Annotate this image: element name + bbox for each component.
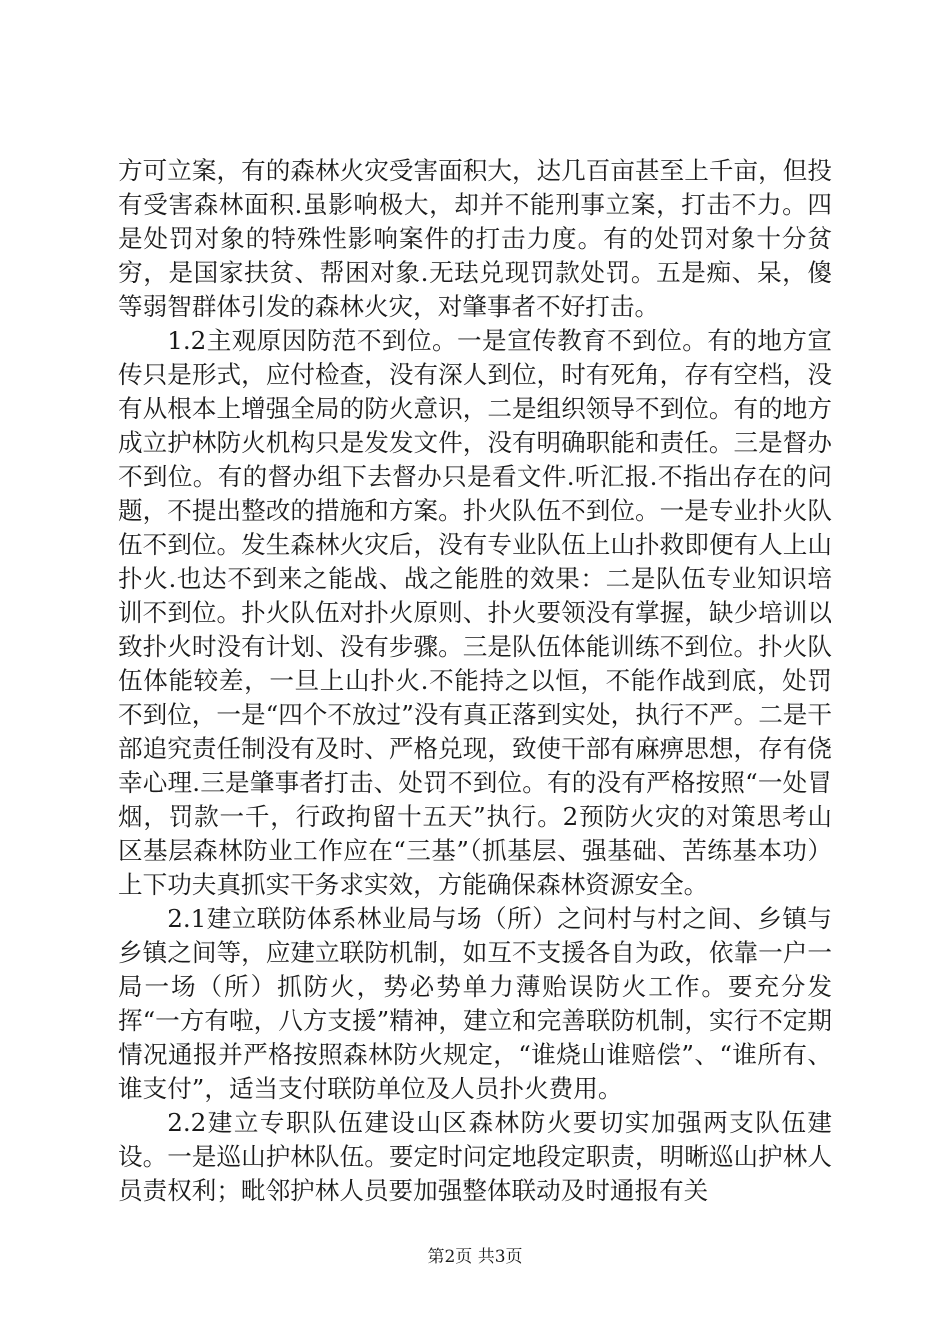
paragraph-2: 1.2主观原因防范不到位。一是宣传教育不到位。有的地方宣传只是形式，应付检查，没有深人到位，时有死角，存有空档，没有从根本上增强全局的防火意识，二是组织领导不到位。有的地方成立护林防火机构只是发发文件，没有明确职能和责任。三是督办不到位。有的督办组下去督办只是看文件.听汇报.不指出存在的问题，不提出整改的措施和方案。扑火队伍不到位。一是专业扑火队伍不到位。发生森林火灾后，没有专业队伍上山扑救即便有人上山扑火.也达不到来之能战、战之能胜的效果：二是队伍专业知识培训不到位。扑火队伍对扑火原则、扑火要领没有掌握，缺少培训以致扑火时没有计划、没有步骤。三是队伍体能训练不到位。扑火队伍体能较差，一旦上山扑火.不能持之以恒，不能作战到底，处罚不到位，一是“四个不放过”没有真正落到实处，执行不严。二是干部追究责任制没有及时、严格兑现，致使干部有麻痹思想，存有侥幸心理.三是肇事者打击、处罚不到位。有的没有严格按照“一处冒烟，罚款一千，行政拘留十五天”执行。2预防火灾的对策思考山区基层森林防业工作应在“三基”（抓基层、强基础、苦练基本功）上下功夫真抓实干务求实效，方能确保森林资源安全。 <box>118 326 832 899</box>
body-text <box>118 154 832 1208</box>
paragraph-1: 方可立案，有的森林火灾受害面积大，达几百亩甚至上千亩，但投有受害森林面积.虽影响极大，却并不能刑事立案，打击不力。四是处罚对象的特殊性影响案件的打击力度。有的处罚对象十分贫穷，是国家扶贫、帮困对象.无珐兑现罚款处罚。五是痴、呆，傻等弱智群体引发的森林火灾，对肇事者不好打击。 <box>118 156 832 321</box>
page-footer: 第2页 共3页 <box>427 1247 523 1267</box>
paragraph-3: 2.1建立联防体系林业局与场（所）之问村与村之间、乡镇与乡镇之间等，应建立联防机制，如互不支援各自为政，依靠一户一局一场（所）抓防火，势必势单力薄贻误防火工作。要充分发挥“一方有啦，八方支援”精神，建立和完善联防机制，实行不定期情况通报并严格按照森林防火规定，“谁烧山谁赔偿”、“谁所有、谁支付”，适当支付联防单位及人员扑火费用。 <box>118 904 832 1103</box>
paragraph-4: 2.2建立专职队伍建设山区森林防火要切实加强两支队伍建设。一是巡山护林队伍。要定时问定地段定职责，明晰巡山护林人员责权利；毗邻护林人员要加强整体联动及时通报有关 <box>118 1108 832 1205</box>
